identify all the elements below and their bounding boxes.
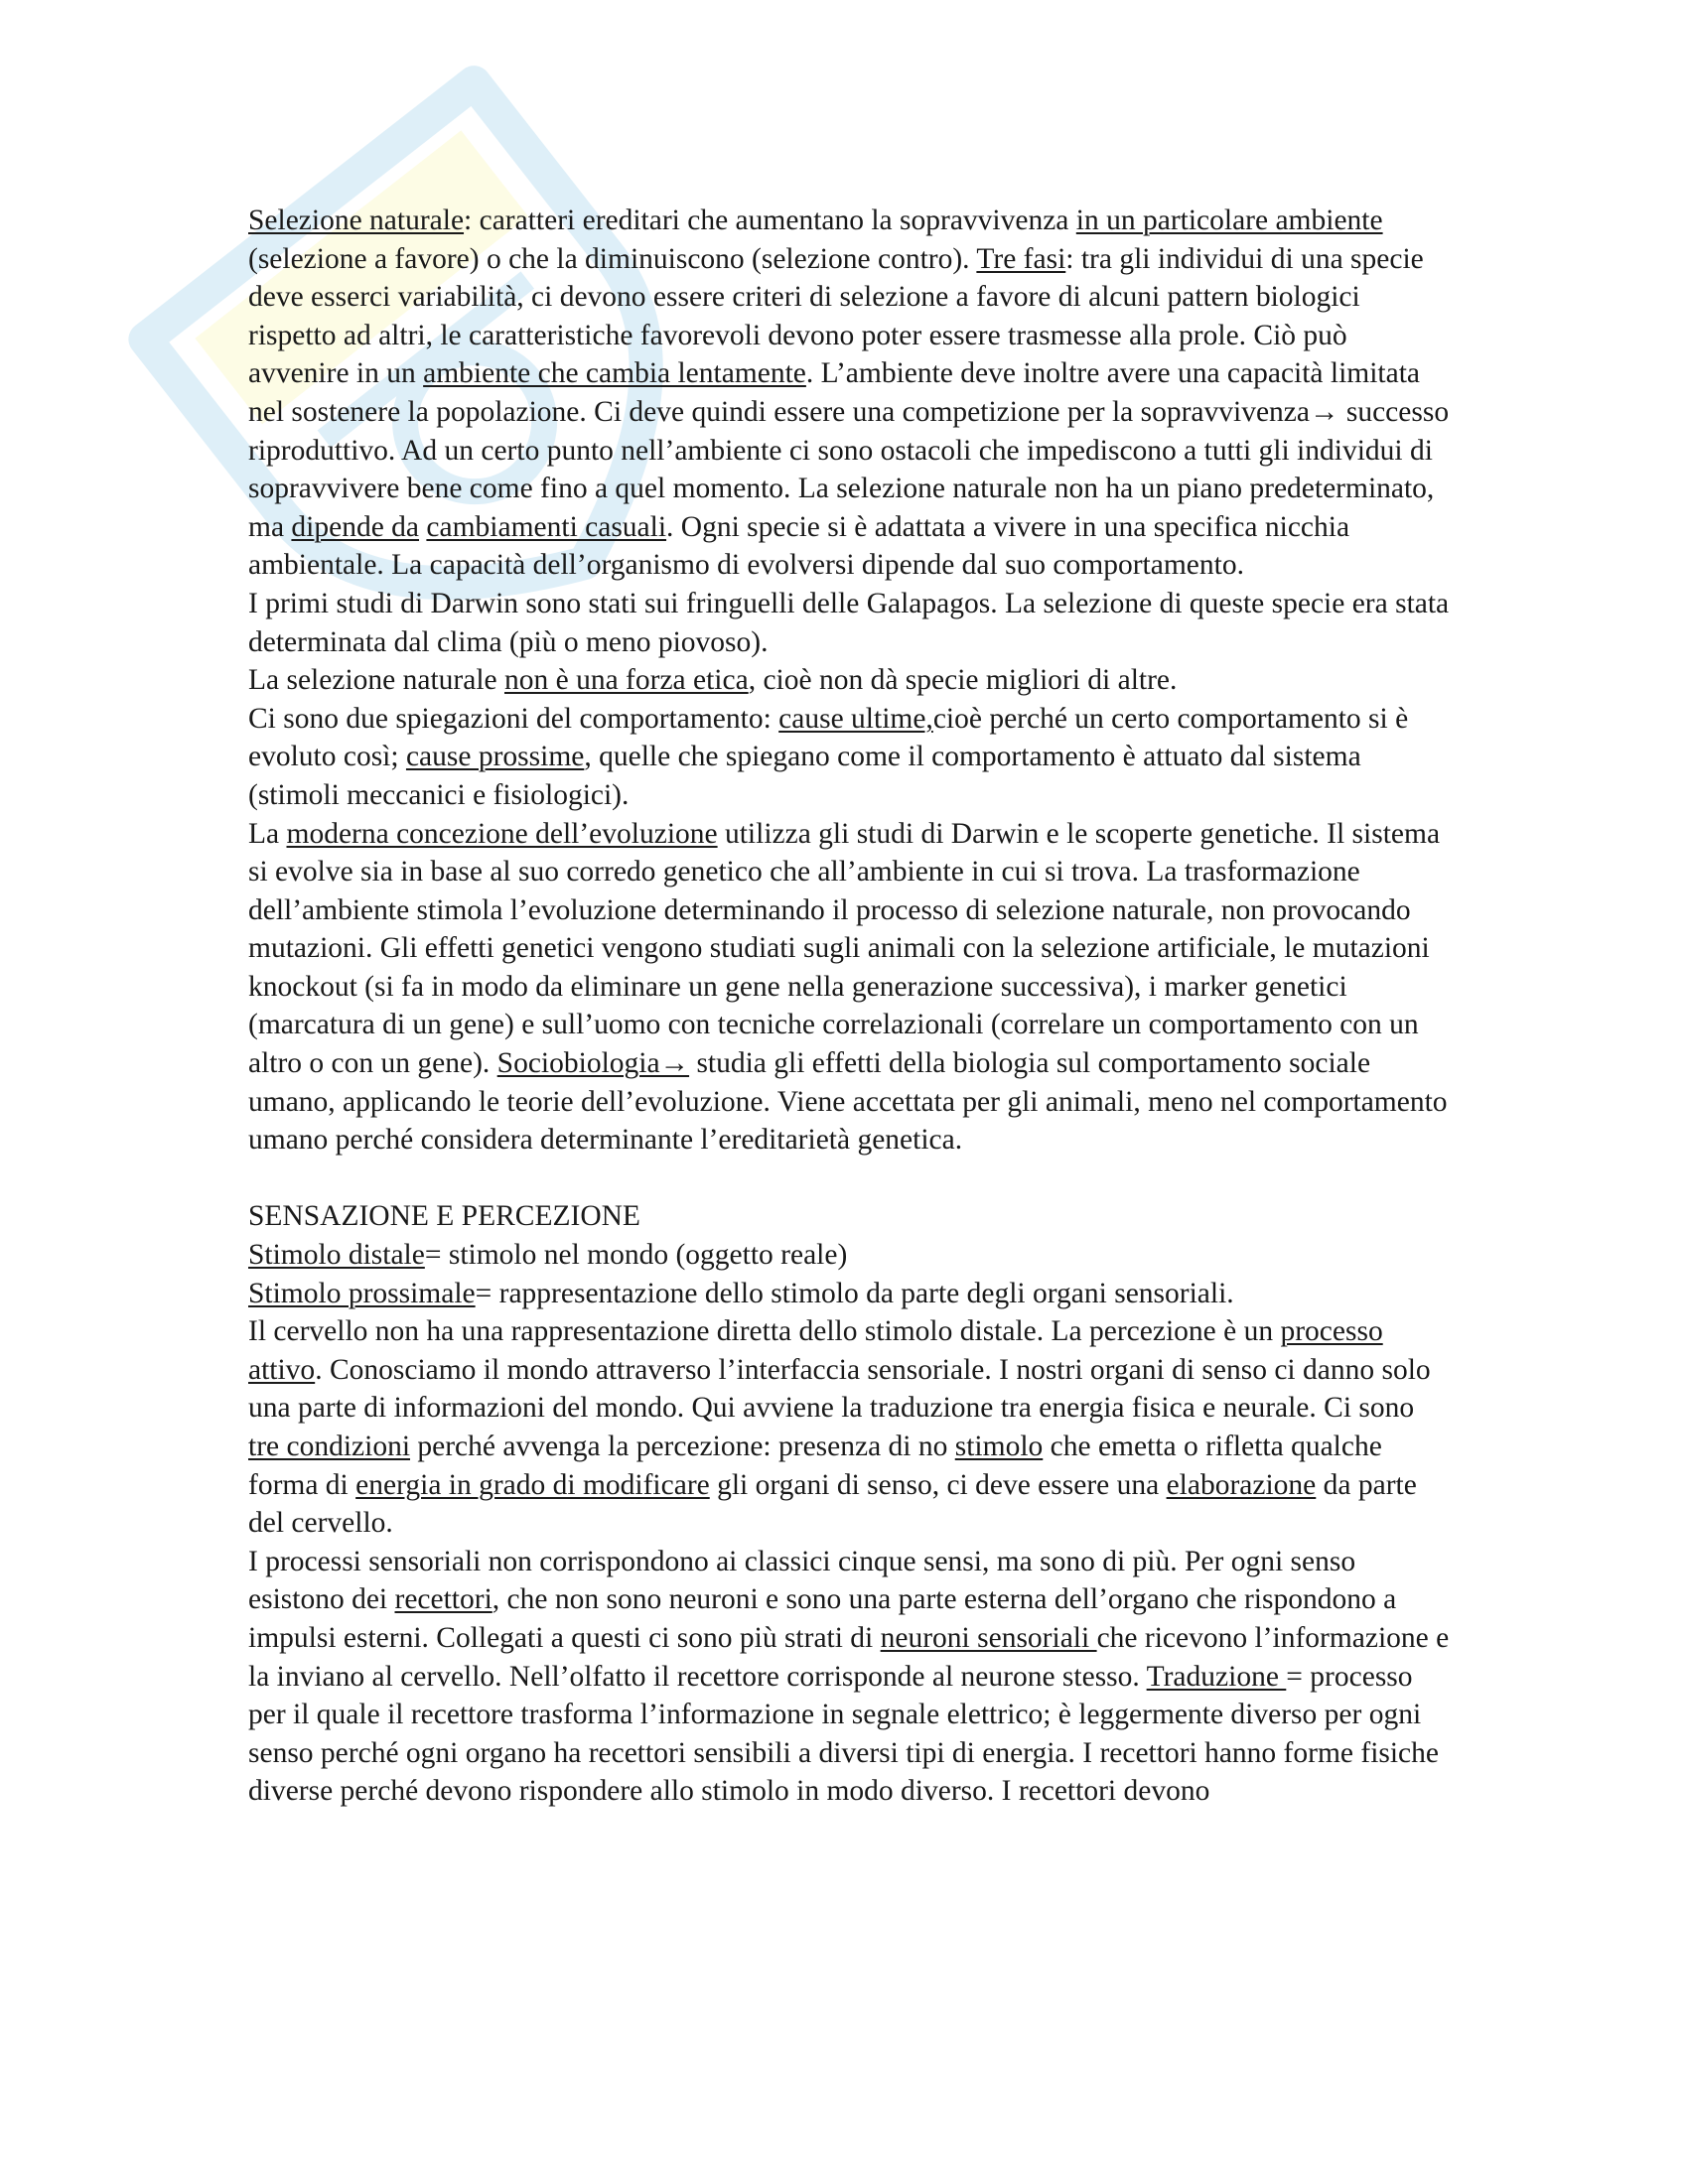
text-run: = stimolo nel mondo (oggetto reale) bbox=[424, 1239, 848, 1272]
paragraph bbox=[248, 202, 1450, 585]
document-body bbox=[248, 202, 1450, 1811]
text-run: . Conosciamo il mondo attraverso l’interfaccia sensoriale. I nostri organi di senso ci danno solo una parte di informazioni del mondo. Qui avviene la traduzione tra energia fisica e neurale. Ci sono bbox=[248, 1353, 1431, 1425]
underlined-term: Sociobiologia→ bbox=[496, 1047, 690, 1080]
text-run: da parte del cervello. bbox=[248, 1468, 1417, 1540]
underlined-term: cause prossime bbox=[405, 741, 585, 773]
text-run: I primi studi di Darwin sono stati sui fringuelli delle Galapagos. La selezione di queste specie era stata determinata dal clima (più o meno piovoso). bbox=[248, 587, 1450, 658]
text-run: , che non sono neuroni e sono una parte esterna dell’organo che rispondono a impulsi esterni. Collegati a questi ci sono più strati di bbox=[248, 1583, 1397, 1654]
paragraph-spacer bbox=[248, 1160, 1450, 1198]
text-run: : tra gli individui di una specie deve esserci variabilità, ci devono essere criteri di selezione a favore di alcuni pattern biologici rispetto ad altri, le caratteristiche favorevoli devono poter essere trasmesse alla prole. Ciò può avvenire in un bbox=[248, 242, 1424, 390]
underlined-term: cause ultime, bbox=[778, 702, 933, 735]
text-run: = processo per il quale il recettore trasforma l’informazione in segnale elettrico; è leggermente diverso per ogni senso perché ogni organo ha recettori sensibili a diversi tipi di energia. I recettori hanno forme fisiche diverse perché devono rispondere allo stimolo in modo diverso. I recettori devono bbox=[248, 1660, 1439, 1808]
text-run: : caratteri ereditari che aumentano la sopravvivenza bbox=[464, 205, 1076, 236]
underlined-term: energia in grado di modificare bbox=[355, 1468, 710, 1501]
paragraph bbox=[248, 1312, 1450, 1543]
text-run: La selezione naturale bbox=[248, 664, 504, 697]
underlined-term: neuroni sensoriali bbox=[880, 1621, 1097, 1654]
underlined-term: Stimolo distale bbox=[248, 1239, 425, 1272]
underlined-term: Traduzione bbox=[1146, 1660, 1287, 1693]
underlined-term: ambiente che cambia lentamente bbox=[423, 357, 806, 390]
paragraph bbox=[248, 700, 1450, 815]
text-run: perché avvenga la percezione: presenza di no bbox=[410, 1431, 955, 1462]
underlined-term: in un particolare ambiente bbox=[1075, 205, 1383, 236]
text-run: . Ogni specie si è adattata a vivere in una specifica nicchia ambientale. La capacità dell’organismo di evolversi dipende dal suo comportamento. bbox=[248, 510, 1350, 582]
underlined-term: elaborazione bbox=[1166, 1468, 1317, 1501]
paragraph bbox=[248, 661, 1450, 700]
section-heading bbox=[248, 1197, 1450, 1236]
text-run: , cioè non dà specie migliori di altre. bbox=[748, 664, 1178, 697]
text-run: gli organi di senso, ci deve essere una bbox=[709, 1468, 1167, 1501]
text-run: I processi sensoriali non corrispondono ai classici cinque sensi, ma sono di più. Per ogni senso esistono dei bbox=[248, 1545, 1356, 1616]
underlined-term: Tre fasi bbox=[976, 242, 1066, 275]
text-run: SENSAZIONE E PERCEZIONE bbox=[248, 1200, 640, 1233]
underlined-term: Selezione naturale bbox=[248, 205, 465, 236]
text-run: Il cervello non ha una rappresentazione diretta dello stimolo distale. La percezione è un bbox=[248, 1315, 1281, 1348]
underlined-term: cambiamenti casuali bbox=[426, 510, 667, 543]
text-run: Ci sono due spiegazioni del comportamento: bbox=[248, 702, 779, 735]
text-run: cioè perché un certo comportamento si è evoluto così; bbox=[248, 702, 1409, 773]
underlined-term: recettori bbox=[394, 1583, 492, 1616]
text-run: = rappresentazione dello stimolo da parte degli organi sensoriali. bbox=[475, 1277, 1234, 1309]
paragraph bbox=[248, 1543, 1450, 1811]
underlined-term: processo attivo bbox=[248, 1315, 1383, 1386]
paragraph bbox=[248, 1275, 1450, 1313]
text-run: , quelle che spiegano come il comportamento è attuato dal sistema (stimoli meccanici e fisiologici). bbox=[248, 741, 1361, 811]
paragraph bbox=[248, 1236, 1450, 1275]
text-run: . L’ambiente deve inoltre avere una capacità limitata nel sostenere la popolazione. Ci deve quindi essere una competizione per la sopravvivenza→ successo riproduttivo. Ad un certo punto nell’ambiente ci sono ostacoli che impediscono a tutti gli individui di sopravvivere bene come fino a quel momento. La selezione naturale non ha un piano predeterminato, ma bbox=[248, 357, 1450, 543]
underlined-term: moderna concezione dell’evoluzione bbox=[286, 817, 718, 850]
underlined-term: non è una forza etica bbox=[503, 664, 749, 697]
text-run: studia gli effetti della biologia sul comportamento sociale umano, applicando le teorie dell’evoluzione. Viene accettata per gli animali, meno nel comportamento umano perché considera determinante l’ereditarietà genetica. bbox=[248, 1047, 1448, 1157]
underlined-term: dipende da bbox=[291, 510, 420, 543]
paragraph bbox=[248, 585, 1450, 661]
text-run: che emetta o rifletta qualche forma di bbox=[248, 1431, 1382, 1501]
text-run: (selezione a favore) o che la diminuiscono (selezione contro). bbox=[248, 242, 977, 275]
text-run: La bbox=[248, 817, 287, 850]
text-run: che ricevono l’informazione e la inviano al cervello. Nell’olfatto il recettore corrisponde al neurone stesso. bbox=[248, 1621, 1450, 1693]
text-run: utilizza gli studi di Darwin e le scoperte genetiche. Il sistema si evolve sia in base al suo corredo genetico che all’ambiente in cui si trova. La trasformazione dell’ambiente stimola l’evoluzione determinando il processo di selezione naturale, non provocando mutazioni. Gli effetti genetici vengono studiati sugli animali con la selezione artificiale, le mutazioni knockout (si fa in modo da eliminare un gene nella generazione successiva), i marker genetici (marcatura di un gene) e sull’uomo con tecniche correlazionali (correlare un comportamento con un altro o con un gene). bbox=[248, 817, 1441, 1080]
underlined-term: tre condizioni bbox=[248, 1431, 411, 1462]
underlined-term: stimolo bbox=[954, 1431, 1044, 1462]
underlined-term: Stimolo prossimale bbox=[248, 1277, 476, 1309]
paragraph bbox=[248, 815, 1450, 1160]
